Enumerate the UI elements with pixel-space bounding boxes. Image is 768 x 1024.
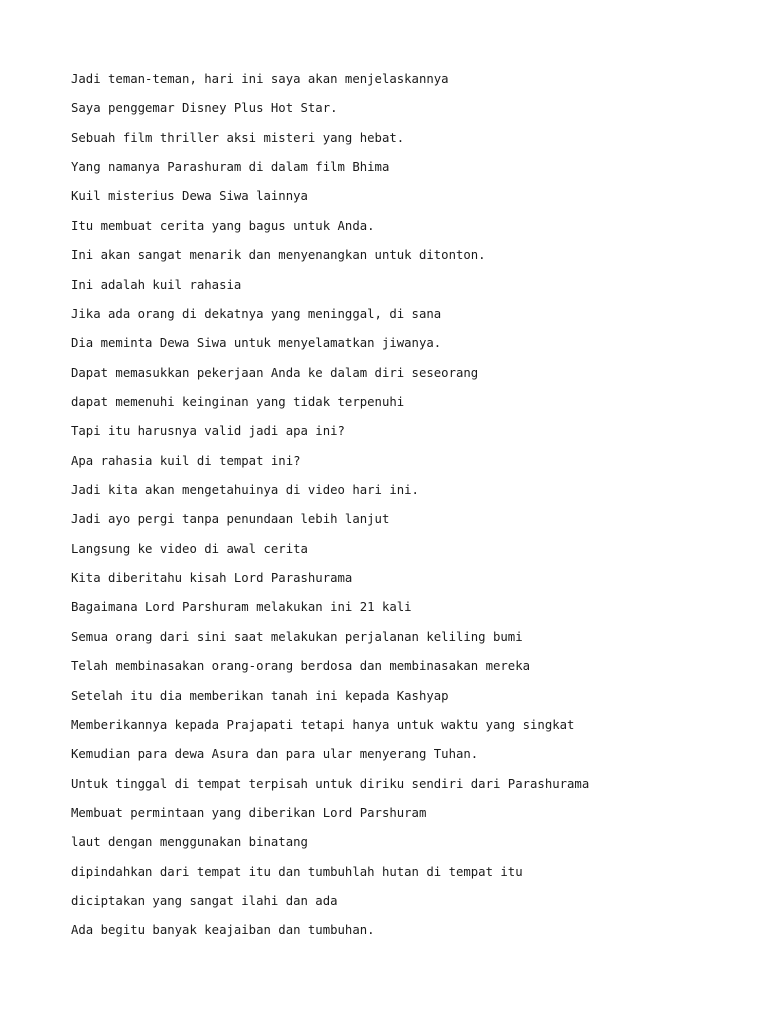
text-line: Ini akan sangat menarik dan menyenangkan untuk ditonton. [71, 248, 486, 263]
text-line: Untuk tinggal di tempat terpisah untuk diriku sendiri dari Parashurama [71, 776, 590, 791]
text-line: Membuat permintaan yang diberikan Lord Parshuram [71, 805, 427, 820]
text-line: diciptakan yang sangat ilahi dan ada [71, 894, 338, 909]
text-line: laut dengan menggunakan binatang [71, 835, 308, 850]
text-line: Kita diberitahu kisah Lord Parashurama [71, 571, 353, 586]
text-line: dapat memenuhi keinginan yang tidak terpenuhi [71, 394, 405, 409]
text-line: Itu membuat cerita yang bagus untuk Anda. [71, 218, 375, 233]
text-line: Saya penggemar Disney Plus Hot Star. [71, 101, 338, 116]
text-line: Dapat memasukkan pekerjaan Anda ke dalam diri seseorang [71, 365, 479, 380]
text-line: Jadi teman-teman, hari ini saya akan menjelaskannya [71, 72, 449, 86]
text-line: Kuil misterius Dewa Siwa lainnya [71, 189, 308, 204]
text-line: Setelah itu dia memberikan tanah ini kepada Kashyap [71, 688, 449, 703]
text-line: Langsung ke video di awal cerita [71, 541, 308, 556]
text-line: Bagaimana Lord Parshuram melakukan ini 21 kali [71, 600, 412, 615]
text-line: Kemudian para dewa Asura dan para ular menyerang Tuhan. [71, 747, 479, 762]
text-line: Sebuah film thriller aksi misteri yang hebat. [71, 130, 405, 145]
text-line: Yang namanya Parashuram di dalam film Bhima [71, 160, 390, 175]
text-line: Jadi ayo pergi tanpa penundaan lebih lanjut [71, 512, 390, 527]
text-line: dipindahkan dari tempat itu dan tumbuhlah hutan di tempat itu [71, 864, 523, 879]
text-line: Apa rahasia kuil di tempat ini? [71, 453, 301, 468]
text-line: Memberikannya kepada Prajapati tetapi hanya untuk waktu yang singkat [71, 717, 575, 732]
text-line: Ada begitu banyak keajaiban dan tumbuhan. [71, 923, 375, 938]
text-line: Telah membinasakan orang-orang berdosa dan membinasakan mereka [71, 659, 531, 674]
text-line: Jadi kita akan mengetahuinya di video hari ini. [71, 483, 419, 498]
transcript-text [71, 69, 751, 950]
text-line: Jika ada orang di dekatnya yang meninggal, di sana [71, 306, 442, 321]
text-line: Tapi itu harusnya valid jadi apa ini? [71, 424, 345, 439]
text-line: Dia meminta Dewa Siwa untuk menyelamatkan jiwanya. [71, 336, 442, 351]
text-line: Semua orang dari sini saat melakukan perjalanan keliling bumi [71, 629, 523, 644]
text-line: Ini adalah kuil rahasia [71, 277, 242, 292]
